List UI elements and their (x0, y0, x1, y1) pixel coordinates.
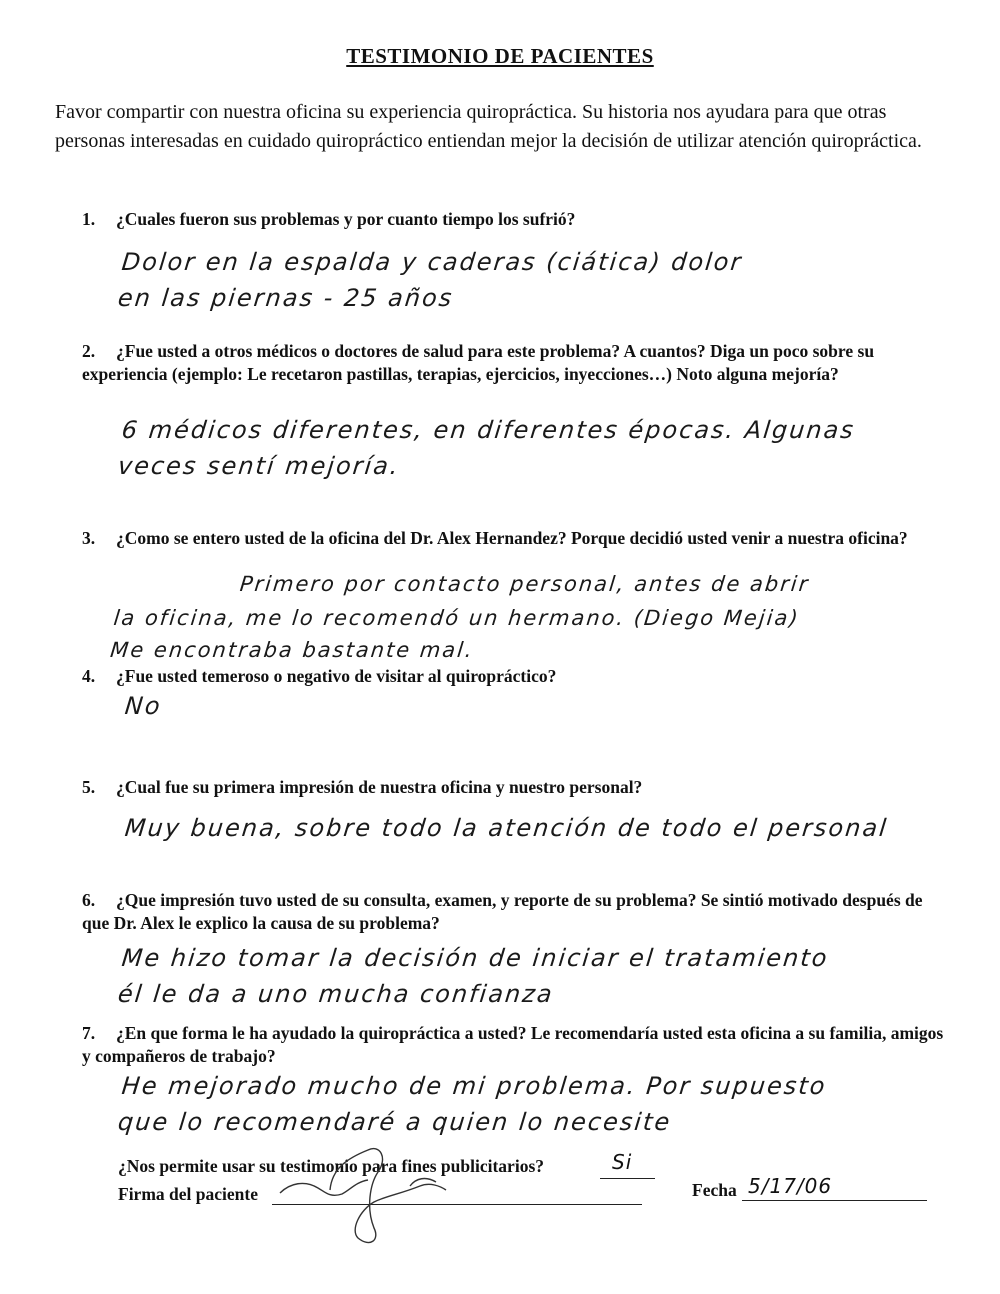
question-number: 5. (82, 777, 96, 797)
answer-3-cont (109, 602, 956, 666)
date-line (742, 1200, 927, 1201)
answer-line: Me encontraba bastante mal. (109, 638, 476, 662)
question-text: ¿En que forma le ha ayudado la quiropráctica a usted? Le recomendaría usted esta oficina a su familia, amigos y compañeros de trabajo? (82, 1023, 944, 1066)
answer-line: 6 médicos diferentes, en diferentes épocas. Algunas (120, 416, 857, 444)
question-text: ¿Fue usted temeroso o negativo de visitar al quiropráctico? (116, 666, 557, 686)
question-number: 4. (82, 666, 96, 686)
question-number: 2. (82, 341, 96, 361)
question-text: ¿Como se entero usted de la oficina del Dr. Alex Hernandez? Porque decidió usted venir a nuestra oficina? (116, 528, 908, 548)
question-2 (82, 340, 952, 386)
signature-image (270, 1128, 470, 1258)
question-6 (82, 889, 952, 935)
question-5 (82, 776, 952, 799)
answer-1 (116, 244, 964, 316)
question-text: ¿Fue usted a otros médicos o doctores de salud para este problema? A cuantos? Diga un poco sobre su experiencia (ejemplo: Le recetaron pastillas, terapias, ejercicios, inyecciones…) Noto alguna mejoría? (82, 341, 875, 384)
page-title: TESTIMONIO DE PACIENTES (346, 44, 654, 68)
permission-answer: Si (612, 1150, 633, 1174)
permission-label: ¿Nos permite usar su testimonio para fines publicitarios? (118, 1156, 544, 1176)
question-number: 3. (82, 528, 96, 548)
question-text: ¿Cuales fueron sus problemas y por cuanto tiempo los sufrió? (116, 209, 576, 229)
question-1 (82, 208, 952, 231)
answer-line: veces sentí mejoría. (116, 452, 402, 480)
answer-6 (116, 940, 964, 1012)
question-number: 6. (82, 890, 96, 910)
answer-7 (116, 1068, 964, 1140)
answer-line: Primero por contacto personal, antes de abrir (238, 572, 811, 596)
answer-3 (238, 568, 941, 600)
question-7 (82, 1022, 952, 1068)
answer-4 (123, 688, 967, 724)
intro-paragraph: Favor compartir con nuestra oficina su experiencia quiropráctica. Su historia nos ayudara para que otras personas interesadas en cuidado quiropráctico entiendan mejor la decisión de utilizar atención quiropráctica. (55, 101, 922, 152)
question-number: 1. (82, 209, 96, 229)
answer-line: él le da a uno mucha confianza (116, 980, 556, 1008)
date-label: Fecha (692, 1180, 737, 1200)
question-number: 7. (82, 1023, 96, 1043)
answer-line: que lo recomendaré a quien lo necesite (116, 1108, 673, 1136)
question-text: ¿Cual fue su primera impresión de nuestra oficina y nuestro personal? (116, 777, 643, 797)
question-4 (82, 665, 952, 688)
signature-label: Firma del paciente (118, 1184, 258, 1204)
answer-line: No (123, 692, 164, 720)
date-value: 5/17/06 (748, 1174, 833, 1198)
permission-answer-line (600, 1178, 655, 1179)
answer-line: en las piernas - 25 años (116, 284, 455, 312)
answer-line: la oficina, me lo recomendó un hermano. (Diego Mejia) (112, 606, 801, 630)
answer-line: He mejorado mucho de mi problema. Por supuesto (120, 1072, 829, 1100)
question-text: ¿Que impresión tuvo usted de su consulta, examen, y reporte de su problema? Se sintió motivado después de que Dr. Alex le explico la causa de su problema? (82, 890, 923, 933)
answer-line: Dolor en la espalda y caderas (ciática) dolor (120, 248, 744, 276)
question-3 (82, 527, 952, 550)
answer-5 (123, 810, 967, 846)
answer-2 (116, 412, 964, 484)
answer-line: Me hizo tomar la decisión de iniciar el tratamiento (120, 944, 831, 972)
answer-line: Muy buena, sobre todo la atención de todo el personal (123, 814, 890, 842)
